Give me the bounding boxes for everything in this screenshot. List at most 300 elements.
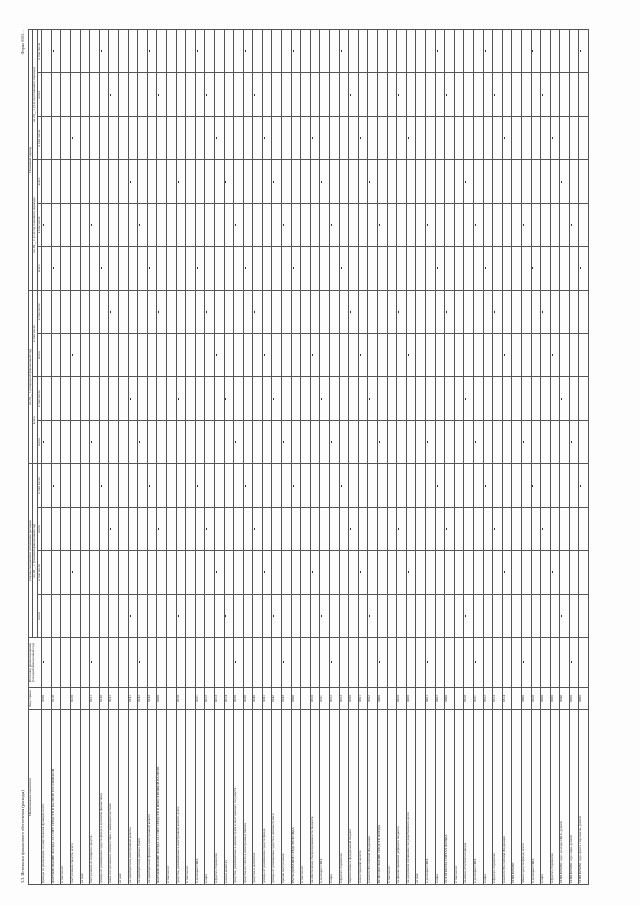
value-cell (550, 420, 560, 463)
table-row (310, 29, 320, 884)
value-cell (90, 377, 100, 420)
row-label: в долларах США (425, 710, 435, 885)
value-cell (387, 377, 397, 420)
row-code: 0500 (445, 688, 455, 710)
value-cell (118, 464, 128, 507)
value-cell (330, 290, 340, 333)
value-cell (195, 551, 205, 594)
header-subcol: всего (37, 247, 41, 290)
value-cell (166, 594, 176, 637)
value-cell (493, 638, 503, 688)
value-cell (61, 160, 71, 203)
dash-mark (312, 354, 313, 356)
value-cell (224, 73, 234, 116)
value-cell (579, 247, 589, 290)
value-cell (378, 116, 388, 159)
value-cell (118, 290, 128, 333)
value-cell (435, 290, 445, 333)
value-cell (243, 507, 253, 550)
value-cell (166, 73, 176, 116)
value-cell (157, 160, 167, 203)
value-cell (291, 551, 301, 594)
dash-mark (178, 398, 179, 400)
value-cell (569, 420, 579, 463)
dash-mark (206, 94, 207, 96)
dash-mark (379, 224, 380, 226)
value-cell (118, 377, 128, 420)
value-cell (301, 594, 311, 637)
dash-mark (408, 354, 409, 356)
dash-mark (369, 615, 370, 617)
value-cell (425, 160, 435, 203)
value-cell (243, 334, 253, 377)
dash-mark (110, 528, 111, 530)
value-cell (195, 507, 205, 550)
value-cell (99, 73, 109, 116)
value-cell (368, 551, 378, 594)
value-cell (166, 334, 176, 377)
value-cell (349, 29, 359, 73)
value-cell (569, 334, 579, 377)
value-cell (521, 638, 531, 688)
value-cell (214, 334, 224, 377)
value-cell (51, 638, 61, 688)
value-cell (71, 464, 81, 507)
value-cell (531, 377, 541, 420)
dash-mark (446, 311, 447, 313)
dash-mark (504, 137, 505, 139)
value-cell (521, 73, 531, 116)
value-cell (512, 420, 522, 463)
value-cell (435, 203, 445, 246)
value-cell (579, 377, 589, 420)
value-cell (157, 377, 167, 420)
value-cell (138, 247, 148, 290)
value-cell (416, 507, 426, 550)
value-cell (262, 377, 272, 420)
value-cell (550, 507, 560, 550)
value-cell (71, 290, 81, 333)
dash-mark (341, 485, 342, 487)
header-group2-incl: в том числе (33, 290, 37, 377)
dash-mark (571, 224, 572, 226)
value-cell (521, 594, 531, 637)
value-cell (531, 638, 541, 688)
value-cell (493, 160, 503, 203)
value-cell (90, 507, 100, 550)
value-cell (397, 203, 407, 246)
value-cell (397, 638, 407, 688)
value-cell (502, 29, 512, 73)
value-cell (291, 334, 301, 377)
value-cell (330, 507, 340, 550)
value-cell (176, 290, 186, 333)
value-cell (550, 160, 560, 203)
row-code: 0121 (90, 688, 100, 710)
dash-mark (110, 311, 111, 313)
value-cell (397, 116, 407, 159)
value-cell (387, 116, 397, 159)
table-row (272, 29, 282, 884)
value-cell (445, 29, 455, 73)
value-cell (234, 116, 244, 159)
value-cell (147, 116, 157, 159)
value-cell (425, 377, 435, 420)
value-cell (291, 377, 301, 420)
value-cell (71, 594, 81, 637)
value-cell (406, 507, 416, 550)
value-cell (339, 551, 349, 594)
table-row (435, 29, 445, 884)
value-cell (569, 73, 579, 116)
value-cell (454, 638, 464, 688)
dash-mark (532, 267, 533, 269)
value-cell (483, 73, 493, 116)
value-cell (291, 73, 301, 116)
row-code: 0240 (253, 688, 263, 710)
value-cell (147, 29, 157, 73)
value-cell (61, 377, 71, 420)
dash-mark (225, 181, 226, 183)
row-code: 0110 (51, 688, 61, 710)
row-code: 0600 (521, 688, 531, 710)
dash-mark (360, 137, 361, 139)
value-cell (99, 160, 109, 203)
dash-mark (331, 662, 332, 664)
value-cell (224, 29, 234, 73)
table-row (61, 29, 71, 884)
value-cell (147, 551, 157, 594)
value-cell (560, 420, 570, 463)
value-cell (464, 116, 474, 159)
dash-mark (139, 662, 140, 664)
value-cell (186, 73, 196, 116)
row-code: 0421 (425, 688, 435, 710)
value-cell (502, 290, 512, 333)
value-cell (416, 377, 426, 420)
table-row (51, 29, 61, 884)
dash-mark (532, 485, 533, 487)
row-code: 0620 (541, 688, 551, 710)
value-cell (205, 203, 215, 246)
value-cell (176, 594, 186, 637)
row-label: в евро (483, 710, 493, 885)
value-cell (262, 73, 272, 116)
value-cell (272, 290, 282, 333)
value-cell (569, 377, 579, 420)
value-cell (531, 203, 541, 246)
value-cell (195, 203, 205, 246)
value-cell (493, 377, 503, 420)
value-cell (358, 464, 368, 507)
row-label: в фунтах стерлингов (214, 710, 224, 885)
value-cell (80, 507, 90, 550)
value-cell (569, 551, 579, 594)
value-cell (378, 247, 388, 290)
value-cell (291, 638, 301, 688)
value-cell (253, 551, 263, 594)
value-cell (464, 73, 474, 116)
dash-mark (53, 50, 54, 52)
value-cell (378, 160, 388, 203)
value-cell (387, 247, 397, 290)
value-cell (186, 29, 196, 73)
value-cell (301, 464, 311, 507)
value-cell (243, 160, 253, 203)
value-cell (531, 160, 541, 203)
value-cell (320, 29, 330, 73)
value-cell (560, 507, 570, 550)
value-cell (224, 160, 234, 203)
dash-mark (571, 441, 572, 443)
value-cell (42, 247, 52, 290)
value-cell (330, 73, 340, 116)
dash-mark (264, 137, 265, 139)
value-cell (234, 29, 244, 73)
value-cell (301, 420, 311, 463)
value-cell (214, 160, 224, 203)
value-cell (579, 290, 589, 333)
value-cell (569, 116, 579, 159)
row-code: 0212 (205, 688, 215, 710)
value-cell (387, 73, 397, 116)
value-cell (262, 203, 272, 246)
value-cell (243, 290, 253, 333)
value-cell (579, 334, 589, 377)
value-cell (42, 290, 52, 333)
row-code: 0120 (71, 688, 81, 710)
value-cell (224, 377, 234, 420)
value-cell (109, 638, 119, 688)
value-cell (531, 73, 541, 116)
value-cell (80, 594, 90, 637)
value-cell (320, 73, 330, 116)
row-label: в евро (541, 710, 551, 885)
value-cell (262, 464, 272, 507)
value-cell (397, 594, 407, 637)
value-cell (42, 160, 52, 203)
header-subcol: в том числе (37, 551, 41, 594)
value-cell (406, 160, 416, 203)
header-subcol: всего (37, 507, 41, 550)
dash-mark (139, 441, 140, 443)
row-code: 0510 (464, 688, 474, 710)
value-cell (157, 247, 167, 290)
value-cell (339, 116, 349, 159)
value-cell (205, 507, 215, 550)
value-cell (51, 203, 61, 246)
value-cell (80, 116, 90, 159)
dash-mark (523, 662, 524, 664)
value-cell (61, 247, 71, 290)
value-cell (502, 464, 512, 507)
value-cell (483, 160, 493, 203)
value-cell (416, 594, 426, 637)
value-cell (531, 464, 541, 507)
value-cell (531, 420, 541, 463)
value-cell (579, 638, 589, 688)
value-cell (61, 464, 71, 507)
table-row (176, 29, 186, 884)
value-cell (118, 594, 128, 637)
value-cell (262, 160, 272, 203)
value-cell (214, 420, 224, 463)
table-row (579, 29, 589, 884)
value-cell (80, 290, 90, 333)
value-cell (330, 638, 340, 688)
table-row (339, 29, 349, 884)
value-cell (493, 247, 503, 290)
value-cell (406, 116, 416, 159)
value-cell (416, 420, 426, 463)
value-cell (493, 507, 503, 550)
value-cell (176, 377, 186, 420)
value-cell (272, 116, 282, 159)
dash-mark (523, 224, 524, 226)
value-cell (560, 160, 570, 203)
table-row (349, 29, 359, 884)
value-cell (378, 73, 388, 116)
dash-mark (437, 267, 438, 269)
value-cell (387, 464, 397, 507)
value-cell (339, 73, 349, 116)
value-cell (378, 638, 388, 688)
value-cell (358, 160, 368, 203)
value-cell (454, 29, 464, 73)
value-cell (397, 464, 407, 507)
row-code (118, 688, 128, 710)
value-cell (224, 420, 234, 463)
value-cell (378, 290, 388, 333)
dash-mark (475, 662, 476, 664)
value-cell (80, 420, 90, 463)
value-cell (521, 507, 531, 550)
value-cell (579, 73, 589, 116)
value-cell (358, 247, 368, 290)
value-cell (195, 638, 205, 688)
value-cell (483, 420, 493, 463)
value-cell (176, 638, 186, 688)
value-cell (224, 464, 234, 507)
value-cell (330, 29, 340, 73)
row-label: из них: (118, 710, 128, 885)
value-cell (569, 638, 579, 688)
value-cell (262, 247, 272, 290)
value-cell (272, 160, 282, 203)
value-cell (291, 116, 301, 159)
value-cell (253, 160, 263, 203)
value-cell (502, 334, 512, 377)
value-cell (205, 73, 215, 116)
row-label: ИСПОЛЬЗОВАНИЕ СРЕДСТВ ФОНДА (378, 710, 388, 885)
value-cell (560, 247, 570, 290)
value-cell (138, 507, 148, 550)
value-cell (445, 638, 455, 688)
value-cell (42, 507, 52, 550)
row-label: средства в депозитах (253, 710, 263, 885)
value-cell (80, 29, 90, 73)
row-label: в иностранной валюте (358, 710, 368, 885)
dash-mark (158, 528, 159, 530)
value-cell (42, 73, 52, 116)
dash-mark (561, 615, 562, 617)
value-cell (243, 29, 253, 73)
dash-mark (158, 311, 159, 313)
value-cell (61, 73, 71, 116)
value-cell (493, 420, 503, 463)
value-cell (425, 594, 435, 637)
value-cell (435, 377, 445, 420)
value-cell (51, 594, 61, 637)
value-cell (195, 464, 205, 507)
value-cell (320, 464, 330, 507)
form-stamp: Форма 0503… (20, 30, 25, 55)
value-cell (406, 464, 416, 507)
dash-mark (494, 528, 495, 530)
value-cell (99, 29, 109, 73)
value-cell (464, 594, 474, 637)
header-group3: Плановый период (29, 29, 33, 290)
value-cell (99, 638, 109, 688)
dash-mark (130, 181, 131, 183)
value-cell (205, 594, 215, 637)
value-cell (128, 29, 138, 73)
value-cell (128, 73, 138, 116)
value-cell (406, 247, 416, 290)
value-cell (330, 160, 340, 203)
table-row (301, 29, 311, 884)
value-cell (368, 73, 378, 116)
value-cell (90, 551, 100, 594)
value-cell (138, 29, 148, 73)
value-cell (521, 334, 531, 377)
value-cell (71, 73, 81, 116)
value-cell (157, 420, 167, 463)
value-cell (435, 334, 445, 377)
value-cell (435, 160, 445, 203)
value-cell (282, 290, 292, 333)
value-cell (320, 377, 330, 420)
value-cell (473, 29, 483, 73)
value-cell (425, 334, 435, 377)
value-cell (378, 507, 388, 550)
value-cell (214, 551, 224, 594)
value-cell (51, 290, 61, 333)
value-cell (473, 507, 483, 550)
value-cell (310, 29, 320, 73)
value-cell (483, 116, 493, 159)
value-cell (262, 290, 272, 333)
value-cell (464, 377, 474, 420)
value-cell (128, 464, 138, 507)
value-cell (147, 247, 157, 290)
dash-mark (158, 94, 159, 96)
value-cell (349, 464, 359, 507)
row-label: доходы от размещения средств фонда в депозиты финансовых (99, 710, 109, 885)
value-cell (358, 73, 368, 116)
value-cell (330, 551, 340, 594)
value-cell (291, 420, 301, 463)
value-cell (42, 638, 52, 688)
dash-mark (245, 485, 246, 487)
value-cell (51, 551, 61, 594)
dash-mark (341, 267, 342, 269)
row-label: в том числе: (61, 710, 71, 885)
table-row (464, 29, 474, 884)
value-cell (301, 507, 311, 550)
dash-mark (91, 441, 92, 443)
dash-mark (273, 615, 274, 617)
